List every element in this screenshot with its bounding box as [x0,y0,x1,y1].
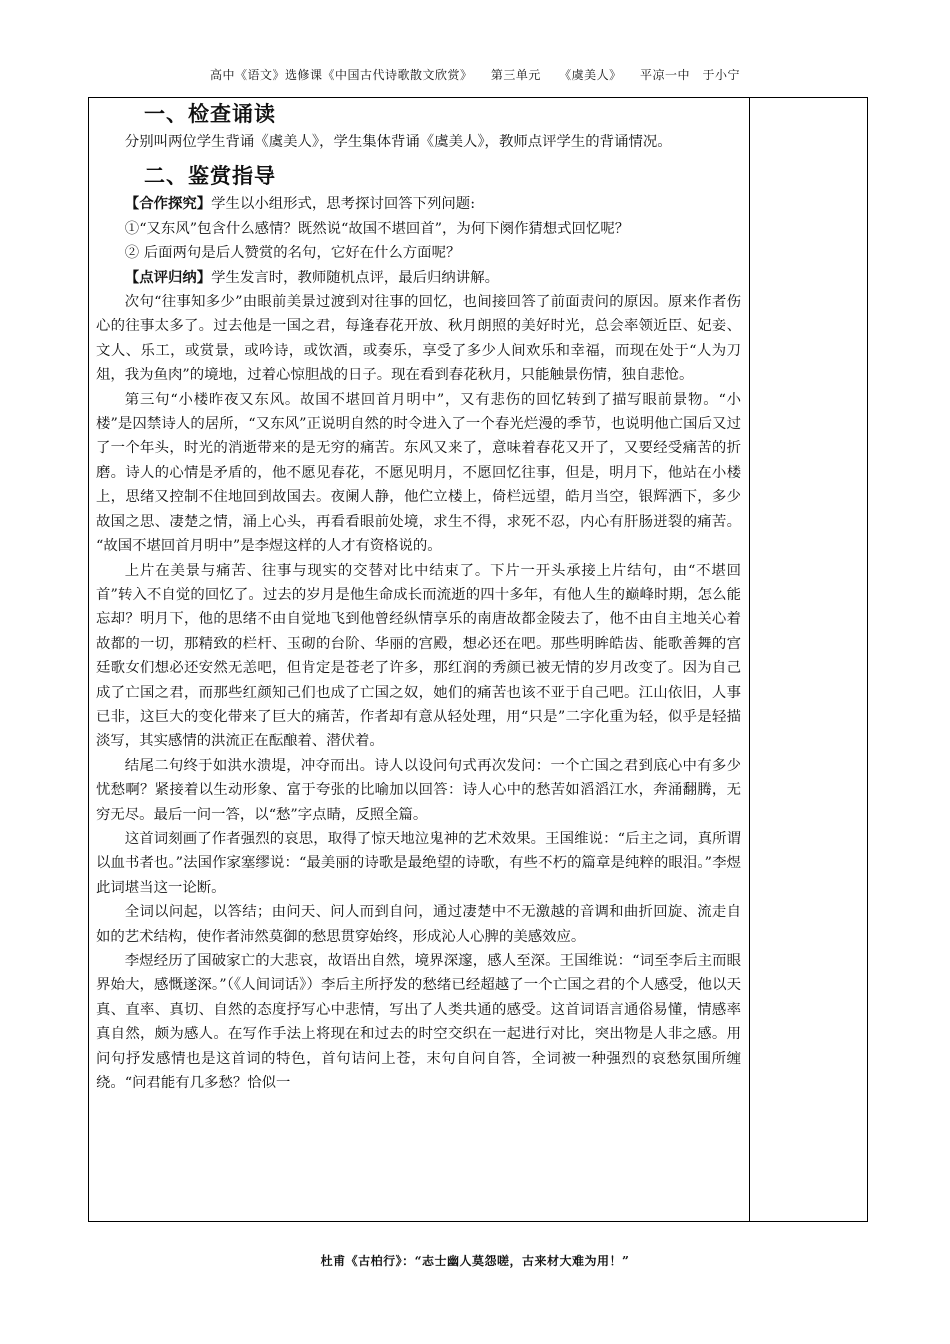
coop-tag: 【合作探究】 [124,196,212,213]
question-1: ①“又东风”包含什么感情？既然说“故国不堪回首”，为何下阕作猜想式回忆呢？ [124,220,630,237]
header-unit: 第三单元 [490,68,541,82]
review-text: 学生发言时，教师随机点评，最后归纳讲解。 [211,269,499,286]
coop-paragraph [96,192,741,216]
analysis-paragraph-3: 上片在美景与痛苦、往事与现实的交替对比中结束了。下片一开头承接上片结句，由“不堪回首”转入不自觉的回忆了。过去的岁月是他生命成长而流逝的四十多年，有他人生的巅峰时期，怎么能忘却？明月下，他的思绪不由自觉地飞到他曾经纵情享乐的南唐故都金陵去了，他不由自主地关心着故都的一切，那精致的栏杆、玉砌的台阶、华丽的宫殿，想必还在吧。那些明眸皓齿、能歌善舞的宫廷歌女们想必还安然无恙吧，但肯定是苍老了许多，那红润的秀颜已被无情的岁月改变了。因为自己成了亡国之君，而那些红颜知己们也成了亡国之奴，她们的痛苦也该不亚于自己吧。江山依旧，人事已非，这巨大的变化带来了巨大的痛苦，作者却有意从轻处理，用“只是”二字化重为轻，似乎是轻描淡写，其实感情的洪流正在酝酿着、潜伏着。 [96,562,741,750]
section1-text: 分别叫两位学生背诵《虞美人》，学生集体背诵《虞美人》，教师点评学生的背诵情况。 [124,134,672,150]
header-course: 高中《语文》选修课《中国古代诗歌散文欣赏》 [209,68,473,82]
section2-title: 二、鉴赏指导 [144,164,276,189]
section1-title: 一、检查诵读 [144,102,276,126]
question-2: ② 后面两句是后人赞赏的名句，它好在什么方面呢？ [124,245,461,262]
page-footer-quote: 杜甫《古柏行》：“志士幽人莫怨嗟，古来材大难为用！” [320,1254,630,1268]
table-column-divider [749,97,750,1222]
review-tag: 【点评归纳】 [124,269,212,286]
header-author: 平凉一中 于小宁 [640,68,741,82]
page-header [0,66,950,83]
header-title: 《虞美人》 [559,68,622,82]
analysis-paragraph-2: 第三句“小楼昨夜又东风。故国不堪回首月明中”，又有悲伤的回忆转到了描写眼前景物。“小楼”是囚禁诗人的居所，“又东风”正说明自然的时令进入了一个春光烂漫的季节，也说明他亡国后又过了一个年头，时光的消逝带来的是无穷的痛苦。东风又来了，意味着春花又开了，又要经受痛苦的折磨。诗人的心情是矛盾的，他不愿见春花，不愿见明月，不愿回忆往事，但是，明月下，他站在小楼上，思绪又控制不住地回到故国去。夜阑人静，他伫立楼上，倚栏远望，皓月当空，银辉洒下，多少故国之思、凄楚之情，涌上心头，再看看眼前处境，求生不得，求死不忍，内心有肝肠迸裂的痛苦。 “故国不堪回首月明中”是李煜这样的人才有资格说的。 [96,391,741,555]
analysis-paragraph-5: 这首词刻画了作者强烈的哀思，取得了惊天地泣鬼神的艺术效果。王国维说：“后主之词，真所谓以血书者也。”法国作家塞缪说：“最美丽的诗歌是最绝望的诗歌，有些不朽的篇章是纯粹的眼泪。”李煜此词堪当这一论断。 [96,830,741,896]
analysis-paragraph-7: 李煜经历了国破家亡的大悲哀，故语出自然，境界深邃，感人至深。王国维说：“词至李后主而眼界始大，感慨遂深。”（《人间词话》）李后主所抒发的愁绪已经超越了一个亡国之君的个人感受，他以天真、直率、真切、自然的态度抒写心中悲情，写出了人类共通的感受。这首词语言通俗易懂，情感率真自然，颇为感人。在写作手法上将现在和过去的时空交织在一起进行对比，突出物是人非之感。用问句抒发感情也是这首词的特色，首句诘问上苍，末句自问自答，全词被一种强烈的哀愁氛围所缠绕。“问君能有几多愁？恰似一 [96,953,741,1092]
coop-text: 学生以小组形式，思考探讨回答下列问题: [211,196,476,213]
review-paragraph [96,266,741,290]
analysis-paragraph-6: 全词以问起，以答结；由问天、问人而到自问，通过凄楚中不无激越的音调和曲折回旋、流走自如的艺术结构，使作者沛然莫御的愁思贯穿始终，形成沁人心脾的美感效应。 [96,904,741,945]
analysis-paragraph-4: 结尾二句终于如洪水溃堤，冲夺而出。诗人以设问句式再次发问：一个亡国之君到底心中有多少忧愁啊？紧接着以生动形象、富于夸张的比喻加以回答：诗人心中的愁苦如滔滔江水，奔涌翻腾，无穷无尽。最后一问一答，以“愁”字点睛，反照全篇。 [96,757,741,823]
lesson-content [96,100,741,1095]
analysis-paragraph-1: 次句“往事知多少”由眼前美景过渡到对往事的回忆，也间接回答了前面责问的原因。原来作者伤心的往事太多了。过去他是一国之君，每逢春花开放、秋月朗照的美好时光，总会率领近臣、妃妾、文人、乐工，或赏景，或吟诗，或饮酒，或奏乐，享受了多少人间欢乐和幸福，而现在处于“人为刀俎，我为鱼肉”的境地，过着心惊胆战的日子。现在看到春花秋月，只能触景伤情，独自悲怆。 [96,294,741,384]
